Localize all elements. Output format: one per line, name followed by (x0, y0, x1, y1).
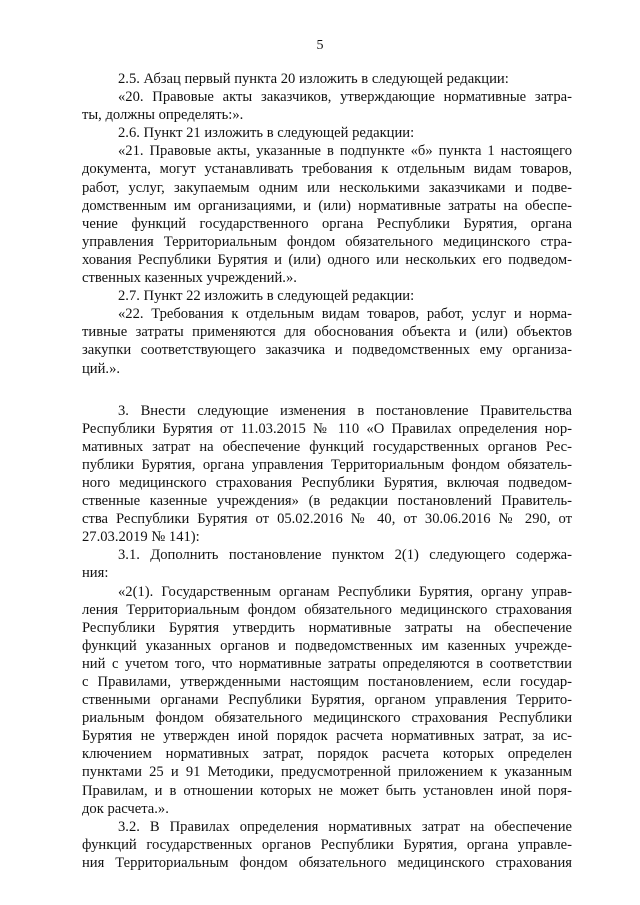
text-line: ты, должны определять:». (82, 107, 244, 124)
text-line: ний с учетом того, что нормативные затраты определяются в соответствии (82, 655, 572, 672)
text-line: публики Бурятия, органа управления Территориальным фондом обязатель- (82, 456, 572, 473)
text-line: ственных казенных учреждений.». (82, 270, 297, 287)
text-line: тивные затраты применяются для обоснования объекта и (или) объектов (82, 324, 572, 341)
text-line: хования Республики Бурятия и (или) одного или нескольких его подведом- (82, 251, 572, 268)
text-line: ций.». (82, 360, 121, 377)
text-line: мативных затрат на обеспечение функций государственных органов Рес- (82, 438, 572, 455)
text-line: риальным фондом обязательного медицинского страхования Республики (82, 710, 572, 727)
text-line: Бурятия не утвержден иной порядок расчета нормативных затрат, за ис- (82, 728, 572, 745)
text-line: ственными органами Республики Бурятия, органом управления Террито- (82, 692, 572, 709)
text-line: Республики Бурятия от 11.03.2015 № 110 «О Правилах определения нор- (82, 420, 572, 437)
text-line: ственные казенные учреждения» (в редакции постановлений Правитель- (82, 493, 572, 510)
text-line: документа, могут устанавливать требования к отдельным видам товаров, (82, 161, 572, 178)
text-line: «22. Требования к отдельным видам товаров, работ, услуг и норма- (118, 306, 572, 323)
text-line: «21. Правовые акты, указанные в подпункте «б» пункта 1 настоящего (118, 143, 572, 160)
text-line: Правилам, и в отношении которых не может быть установлен иной поря- (82, 782, 572, 799)
text-line: функций государственных органов Республики Бурятия, органа управле- (82, 836, 572, 853)
text-line: ства Республики Бурятия от 05.02.2016 № 40, от 30.06.2016 № 290, от (82, 511, 572, 528)
text-line: чение функций государственного органа Республики Бурятия, органа (82, 215, 572, 232)
text-line: док расчета.». (82, 800, 169, 817)
page-number: 5 (316, 38, 324, 53)
text-line: управления Территориальным фондом обязательного медицинского стра- (82, 233, 572, 250)
text-line: ния Территориальным фондом обязательного медицинского страхования (82, 854, 572, 871)
text-line: «20. Правовые акты заказчиков, утверждающие нормативные затра- (118, 89, 572, 106)
paragraph-gap (82, 378, 572, 402)
text-line: домственным им организациями, и (или) нормативные затраты на обеспе- (82, 197, 572, 214)
text-line: ключением нормативных затрат, порядок расчета которых определен (82, 746, 572, 763)
text-line: с Правилами, утвержденными настоящим постановлением, если государ- (82, 674, 572, 690)
text-line: 27.03.2019 № 141): (82, 529, 200, 546)
text-line: работ, услуг, закупаемым одним или несколькими заказчиками и подве- (82, 179, 572, 196)
document-body (82, 70, 572, 872)
text-line: закупки соответствующего заказчика и подведомственных ему организа- (82, 342, 572, 359)
text-line: 3.2. В Правилах определения нормативных затрат на обеспечение (118, 818, 572, 835)
text-line: Республики Бурятия утвердить нормативные затраты на обеспечение (82, 619, 572, 636)
text-line: ления Территориальным фондом обязательного медицинского страхования (82, 601, 572, 618)
text-line: 2.7. Пункт 22 изложить в следующей редакции: (118, 288, 415, 305)
text-line: ния: (82, 565, 109, 582)
text-line: 2.5. Абзац первый пункта 20 изложить в следующей редакции: (118, 71, 509, 87)
text-line: 2.6. Пункт 21 изложить в следующей редакции: (118, 125, 415, 142)
text-line: ного медицинского страхования Республики Бурятия, включая подведом- (82, 474, 572, 491)
text-line: функций указанных органов и подведомственных им казенных учрежде- (82, 637, 572, 654)
text-line: «2(1). Государственным органам Республики Бурятия, органу управ- (118, 583, 572, 600)
text-line: 3. Внести следующие изменения в постановление Правительства (118, 402, 572, 419)
text-line: пунктами 25 и 91 Методики, предусмотренной приложением к указанным (82, 764, 572, 781)
text-line: 3.1. Дополнить постановление пунктом 2(1) следующего содержа- (118, 547, 572, 564)
